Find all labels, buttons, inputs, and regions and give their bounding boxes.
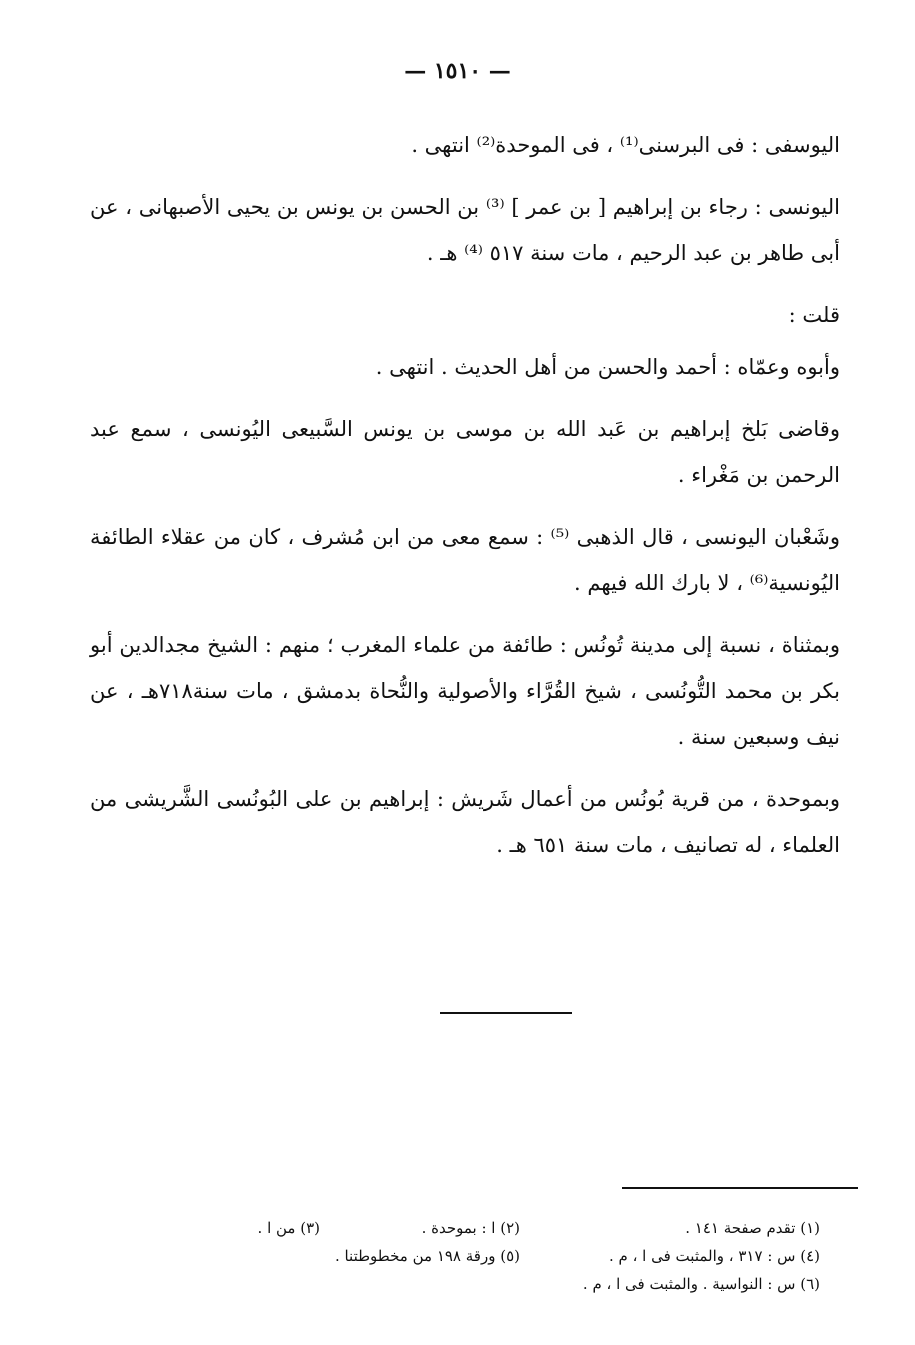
main-text — [90, 122, 840, 884]
footnotes — [200, 1214, 820, 1298]
footnote: (٤) س : ٣١٧ ، والمثبت فى ا ، م . — [608, 1247, 820, 1265]
footnote-rule — [622, 1187, 858, 1189]
footnote: (٦) س : النواسية . والمثبت فى ا ، م . — [582, 1275, 820, 1293]
footnote-row — [200, 1242, 820, 1270]
footnote: (٢) ا : بموحدة . — [421, 1219, 520, 1237]
footnote: (١) تقدم صفحة ١٤١ . — [685, 1219, 820, 1237]
footnote-row — [200, 1270, 820, 1298]
entry-paragraph: وبموحدة ، من قرية بُونُس من أعمال شَريش : إبراهيم بن على البُونُسى الشَّريشى من العلماء ، له تصانيف ، مات سنة ٦٥١ هـ . — [90, 787, 840, 857]
entry-paragraph: وأبوه وعمّاه : أحمد والحسن من أهل الحديث . انتهى . — [375, 355, 840, 379]
entry-paragraph: وشَعْبان اليونسى ، قال الذهبى ⁽⁵⁾ : سمع معى من ابن مُشرف ، كان من عقلاء الطائفة اليُونسية⁽⁶⁾ ، لا بارك الله فيهم . — [90, 525, 841, 595]
section-divider — [440, 1012, 572, 1014]
footnote: (٣) من ا . — [257, 1219, 320, 1237]
footnote: (٥) ورقة ١٩٨ من مخطوطتنا . — [334, 1247, 520, 1265]
entry-paragraph: وقاضى بَلخ إبراهيم بن عَبد الله بن موسى بن يونس السَّبيعى اليُونسى ، سمع عبد الرحمن بن مَغْراء . — [90, 417, 840, 487]
footnote-row — [200, 1214, 820, 1242]
entry-paragraph: اليوسفى : فى البرسنى⁽¹⁾ ، فى الموحدة⁽²⁾ انتهى . — [411, 133, 840, 157]
entry-paragraph: اليونسى : رجاء بن إبراهيم [ بن عمر ] ⁽³⁾ بن الحسن بن يونس بن يحيى الأصبهانى ، عن أبى طاهر بن عبد الرحيم ، مات سنة ٥١٧ ⁽⁴⁾ هـ . — [90, 195, 840, 265]
page-number: — ١٥١٠ — — [404, 58, 511, 84]
entry-paragraph: وبمثناة ، نسبة إلى مدينة تُونُس : طائفة من علماء المغرب ؛ منهم : الشيخ مجدالدين أبو بكر بن محمد التُّونُسى ، شيخ القُرَّاء والأصولية والنُّحاة بدمشق ، مات سنة٧١٨هـ ، عن نيف وسبعين سنة . — [90, 633, 840, 749]
entry-paragraph: قلت : — [788, 303, 840, 327]
